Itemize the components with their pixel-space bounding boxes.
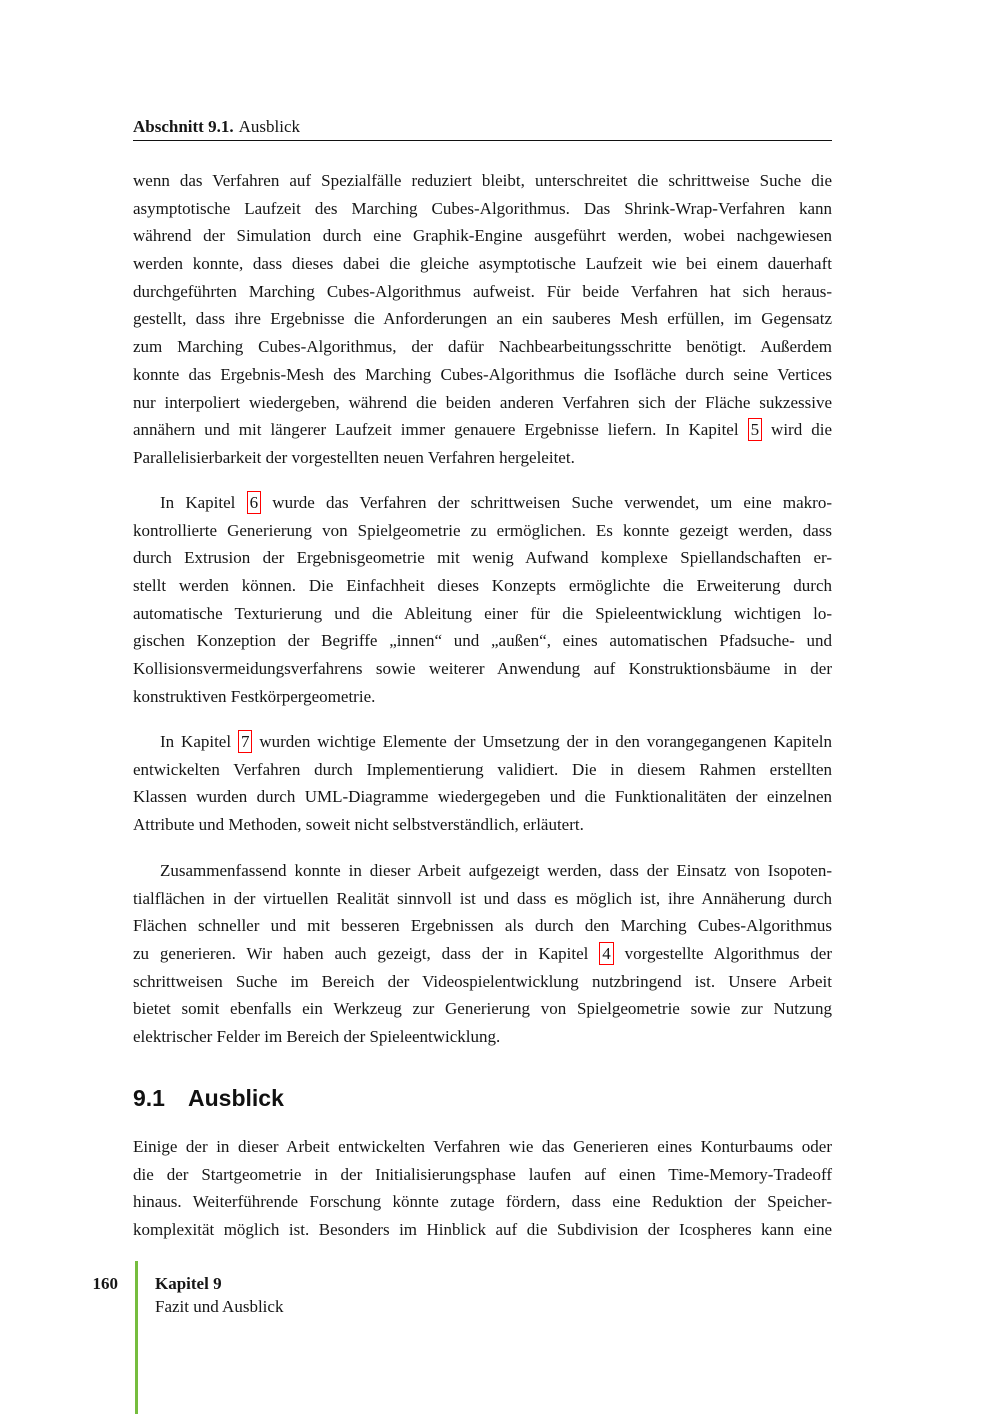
text-line: stellt werden können. Die Einfachheit dieses Konzepts ermöglichte die Erweiterung durch: [133, 576, 832, 596]
text-line: zum Marching Cubes-Algorithmus, der dafür Nachbearbeitungsschritte benötigt. Außerdem: [133, 337, 832, 357]
text-fragment: wird die: [762, 420, 832, 440]
text-line: bietet somit ebenfalls ein Werkzeug zur Generierung von Spielgeometrie sowie zur Nutzung: [133, 999, 832, 1019]
text-line: Kollisionsvermeidungsverfahrens sowie weiterer Anwendung auf Konstruktionsbäume in der: [133, 659, 832, 679]
text-line: Attribute und Methoden, soweit nicht selbstverständlich, erläutert.: [133, 815, 584, 835]
paragraph: [133, 489, 832, 711]
text-line: werden konnte, dass dieses dabei die gleiche asymptotische Laufzeit wie bei einem dauerhaft: [133, 254, 832, 274]
paragraph: [133, 1133, 832, 1244]
text-fragment: In Kapitel: [160, 493, 247, 512]
running-header-section-title: Ausblick: [238, 117, 300, 136]
text-line: konnte das Ergebnis-Mesh des Marching Cubes-Algorithmus die Isofläche durch seine Vertices: [133, 364, 832, 384]
text-line: Flächen schneller und mit besseren Ergebnissen als durch den Marching Cubes-Algorithmus: [133, 916, 832, 936]
text-line: automatische Texturierung und die Ableitung einer für die Spieleentwicklung wichtigen lo-: [133, 603, 832, 623]
text-fragment: wurden wichtige Elemente der Umsetzung der in den vorangegangenen Kapiteln: [252, 732, 833, 751]
text-line: schrittweisen Suche im Bereich der Videospielentwicklung nutzbringend ist. Unsere Arbeit: [133, 971, 832, 991]
text-fragment: wurde das Verfahren der schrittweisen Suche verwendet, um eine makro-: [261, 493, 832, 512]
running-header-section-label: Abschnitt 9.1.: [133, 117, 234, 136]
text-fragment: zu generieren. Wir haben auch gezeigt, dass der in Kapitel: [133, 944, 600, 964]
text-line: [133, 940, 832, 968]
text-line: tialflächen in der virtuellen Realität sinnvoll ist und dass es möglich ist, ihre Annäherung durch: [133, 888, 832, 908]
text-line: gischen Konzeption der Begriffe „innen“ und „außen“, eines automatischen Pfadsuche- und: [133, 631, 832, 651]
text-line: komplexität möglich ist. Besonders im Hinblick auf die Subdivision der Icospheres kann eine: [133, 1220, 832, 1240]
text-fragment: In Kapitel: [160, 732, 238, 751]
text-line: [133, 489, 832, 517]
text-line: Zusammenfassend konnte in dieser Arbeit aufgezeigt werden, dass der Einsatz von Isopoten-: [160, 861, 832, 880]
text-line: elektrischer Felder im Bereich der Spieleentwicklung.: [133, 1027, 501, 1047]
chapter-4-link[interactable]: 4: [599, 942, 614, 965]
page-number: 160: [92, 1274, 118, 1293]
text-line: wenn das Verfahren auf Spezialfälle reduziert bleibt, unterschreitet die schrittweise Suche die: [133, 171, 832, 190]
text-line: hinaus. Weiterführende Forschung könnte zutage fördern, dass eine Reduktion der Speicher-: [133, 1192, 832, 1212]
paragraph: [133, 728, 832, 839]
text-line: durch Extrusion der Ergebnisgeometrie mit wenig Aufwand komplexe Spiellandschaften er-: [133, 548, 832, 568]
text-line: kontrollierte Generierung von Spielgeometrie zu ermöglichen. Es konnte gezeigt werden, dass: [133, 520, 832, 540]
text-line: gestellt, dass ihre Ergebnisse die Anforderungen an ein sauberes Mesh erfüllen, im Gegensatz: [133, 309, 832, 329]
footer-chapter-info: [155, 1272, 555, 1318]
text-line: die der Startgeometrie in der Initialisierungsphase laufen auf einen Time-Memory-Tradeoff: [133, 1164, 832, 1184]
paragraph: [133, 167, 832, 472]
text-line: Klassen wurden durch UML-Diagramme wiedergegeben und die Funktionalitäten der einzelnen: [133, 787, 832, 807]
text-line: [133, 728, 832, 756]
chapter-6-link[interactable]: 6: [247, 491, 262, 514]
text-line: Parallelisierbarkeit der vorgestellten neuen Verfahren hergeleitet.: [133, 447, 575, 467]
footer-accent-bar: [135, 1261, 138, 1414]
text-line: [133, 416, 832, 444]
text-line: asymptotische Laufzeit des Marching Cubes-Algorithmus. Das Shrink-Wrap-Verfahren kann: [133, 198, 832, 218]
text-line: entwickelten Verfahren durch Implementierung validiert. Die in diesem Rahmen erstellten: [133, 759, 832, 779]
running-header: [133, 116, 832, 138]
footer-chapter-title: Fazit und Ausblick: [155, 1297, 284, 1316]
paragraph: [133, 857, 832, 1051]
header-rule: [133, 140, 832, 141]
text-line: durchgeführten Marching Cubes-Algorithmus aufweist. Für beide Verfahren hat sich heraus-: [133, 281, 832, 301]
text-line: während der Simulation durch eine Graphik-Engine ausgeführt werden, wobei nachgewiesen: [133, 226, 832, 246]
text-fragment: vorgestellte Algorithmus der: [613, 944, 832, 964]
text-line: konstruktiven Festkörpergeometrie.: [133, 686, 376, 706]
section-title: Ausblick: [188, 1085, 284, 1111]
section-heading: [133, 1083, 832, 1113]
text-line: Einige der in dieser Arbeit entwickelten Verfahren wie das Generieren eines Konturbaums oder: [133, 1137, 832, 1156]
text-line: nur interpoliert wiedergeben, während die beiden anderen Verfahren sich der Fläche sukzessive: [133, 392, 832, 412]
chapter-5-link[interactable]: 5: [748, 418, 763, 441]
footer-chapter-label: Kapitel 9: [155, 1274, 222, 1293]
chapter-7-link[interactable]: 7: [238, 730, 253, 753]
section-number: 9.1: [133, 1085, 165, 1111]
text-fragment: annähern und mit längerer Laufzeit immer genauere Ergebnisse liefern. In Kapitel: [133, 420, 748, 440]
